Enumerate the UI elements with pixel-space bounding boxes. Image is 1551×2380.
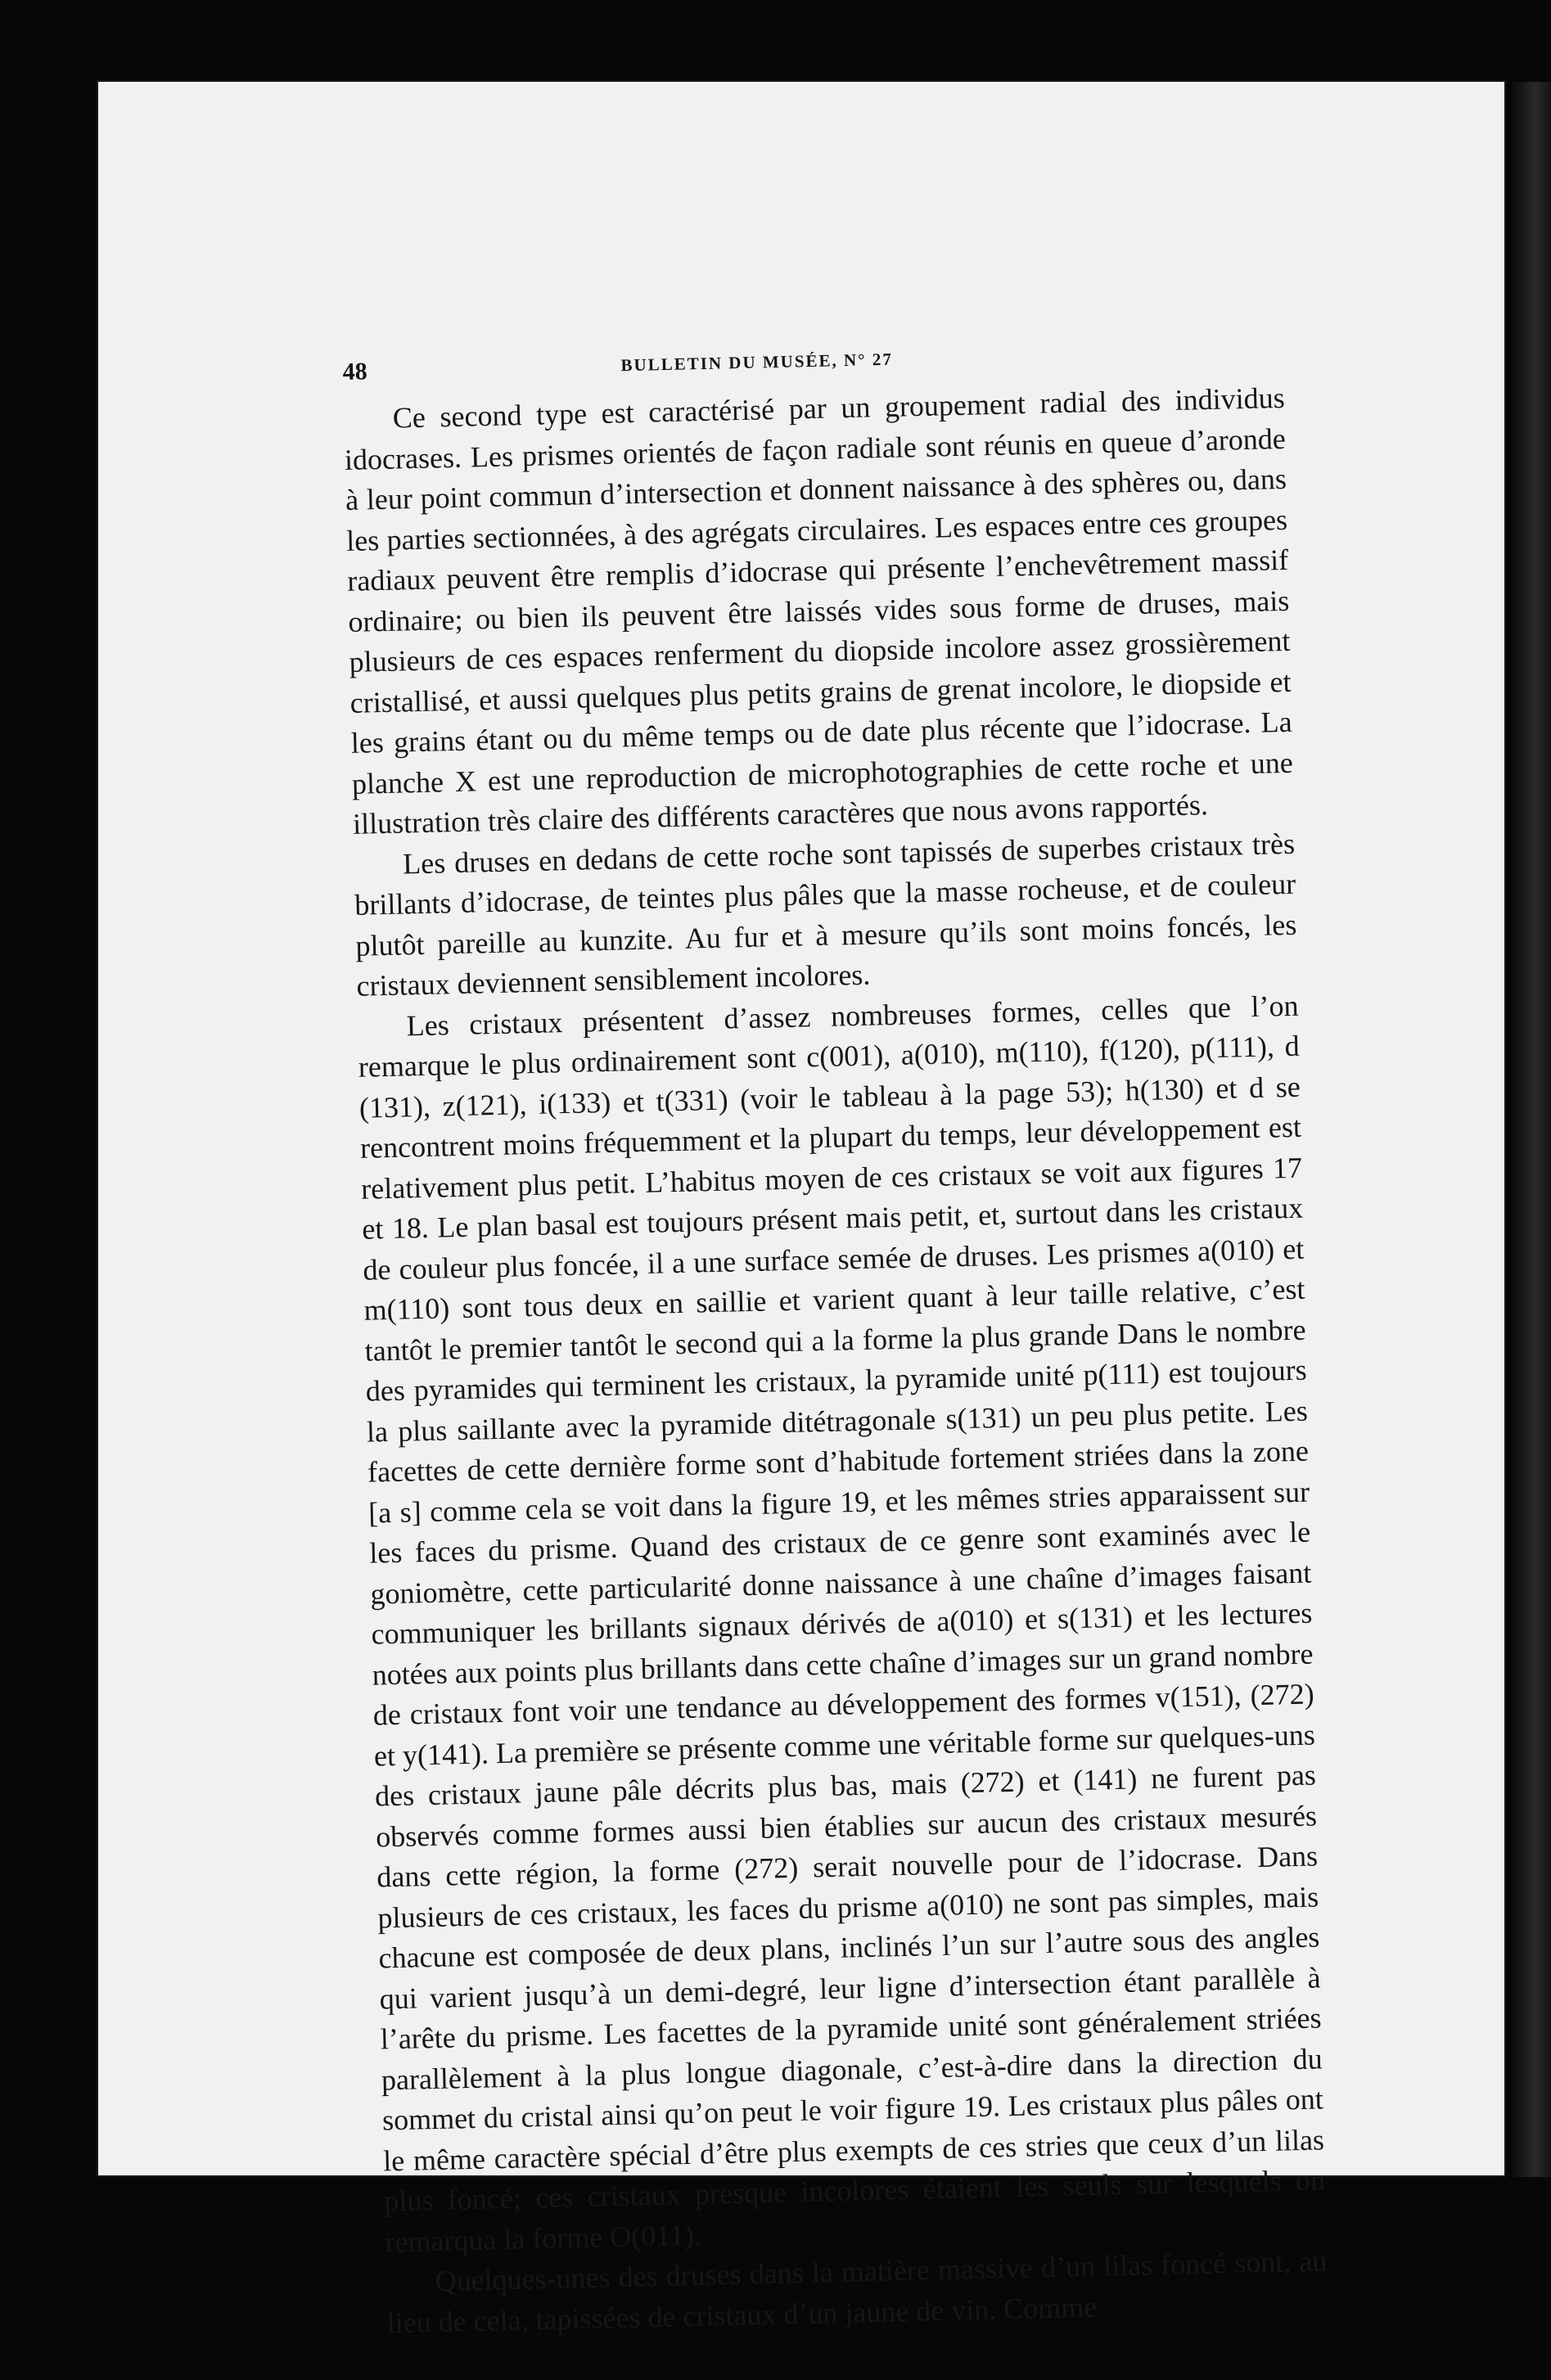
paragraph: Ce second type est caractérisé par un groupement radial des individus idocrases. Les prismes orientés de façon radiale sont réunis en queue d’aronde à leur point commun d’intersection et donnent naissance à des sphères ou, dans les parties sectionnées, à des agrégats circulaires. Les espaces entre ces groupes radiaux peuvent être remplis d’idocrase qui présente l’enchevêtrement massif ordinaire; ou bien ils peuvent être laissés vides sous forme de druses, mais plusieurs de ces espaces renferment du diopside incolore assez grossièrement cristallisé, et aussi quelques plus petits grains de grenat incolore, le diopside et les grains étant ou du même temps ou de date plus récente que l’idocrase. La planche X est une reproduction de microphotographies de cette roche et une illustration très claire des différents caractères que nous avons rapportés. <box>344 381 1294 841</box>
page-number: 48 <box>342 358 367 385</box>
scanned-page <box>97 80 1506 2339</box>
paragraph: Les druses en dedans de cette roche sont tapissés de superbes cristaux très brillants d’idocrase, de teintes plus pâles que la masse rocheuse, et de couleur plutôt pareille au kunzite. Au fur et à mesure qu’ils sont moins foncés, les cristaux deviennent sensiblement incolores. <box>354 827 1297 1003</box>
film-edge <box>1512 82 1551 2177</box>
paragraph: Les cristaux présentent d’assez nombreuses formes, celles que l’on remarque le plus ordinairement sont c(001), a(010), m(110), f(120), p(111), d (131), z(121), i(133) et t(331) (voir le tableau à la page 53); h(130) et d se rencontrent moins fréquemment et la plupart du temps, leur développement est relativement plus petit. L’habitus moyen de ces cristaux se voit aux figures 17 et 18. Le plan basal est toujours présent mais petit, et, surtout dans les cristaux de couleur plus foncée, il a une surface semée de druses. Les prismes a(010) et m(110) sont tous deux en saillie et varient quant à leur taille relative, c’est tantôt le premier tantôt le second qui a la forme la plus grande Dans le nombre des pyramides qui terminent les cristaux, la pyramide unité p(111) est toujours la plus saillante avec la pyramide ditétragonale s(131) un peu plus petite. Les facettes de cette dernière forme sont d’habitude fortement striées dans la zone [a s] comme cela se voit dans la figure 19, et les mêmes stries apparaissent sur les faces du prisme. Quand des cristaux de ce genre sont examinés avec le goniomètre, cette particularité donne naissance à une chaîne d’images faisant communiquer les brillants signaux dérivés de a(010) et s(131) et les lectures notées aux points plus brillants dans cette chaîne d’images sur un grand nombre de cristaux font voir une tendance au développement des formes v(151), (272) et y(141). La première se présente comme une véritable forme sur quelques-uns des cristaux jaune pâle décrits plus bas, mais (272) et (141) ne furent pas observés comme formes aussi bien établies sur aucun des cristaux mesurés dans cette région, la forme (272) serait nouvelle pour de l’idocrase. Dans plusieurs de ces cristaux, les faces du prisme a(010) ne sont pas simples, mais chacune est composée de deux plans, inclinés l’un sur l’autre sous des angles qui varient jusqu’à un demi-degré, leur ligne d’intersection étant parallèle à l’arête du prisme. Les facettes de la pyramide unité sont généralement striées parallèlement à la plus longue diagonale, c’est-à-dire dans la direction du sommet du cristal ainsi qu’on peut le voir figure 19. Les cristaux plus pâles ont le même caractère spécial d’être plus exempts de ces stries que ceux d’un lilas plus foncé; ces cristaux presque incolores étaient les seuls sur lesquels on remarqua la forme O(011). <box>358 989 1326 2258</box>
page-content <box>342 329 1328 2339</box>
body-text <box>343 378 1328 2343</box>
paragraph: Quelques-unes des druses dans la matière massive d’un lilas foncé sont, au lieu de cela, tapissées de cristaux d’un jaune de vin. Comme <box>386 2244 1328 2339</box>
journal-title: BULLETIN DU MUSÉE, N° 27 <box>620 349 894 376</box>
